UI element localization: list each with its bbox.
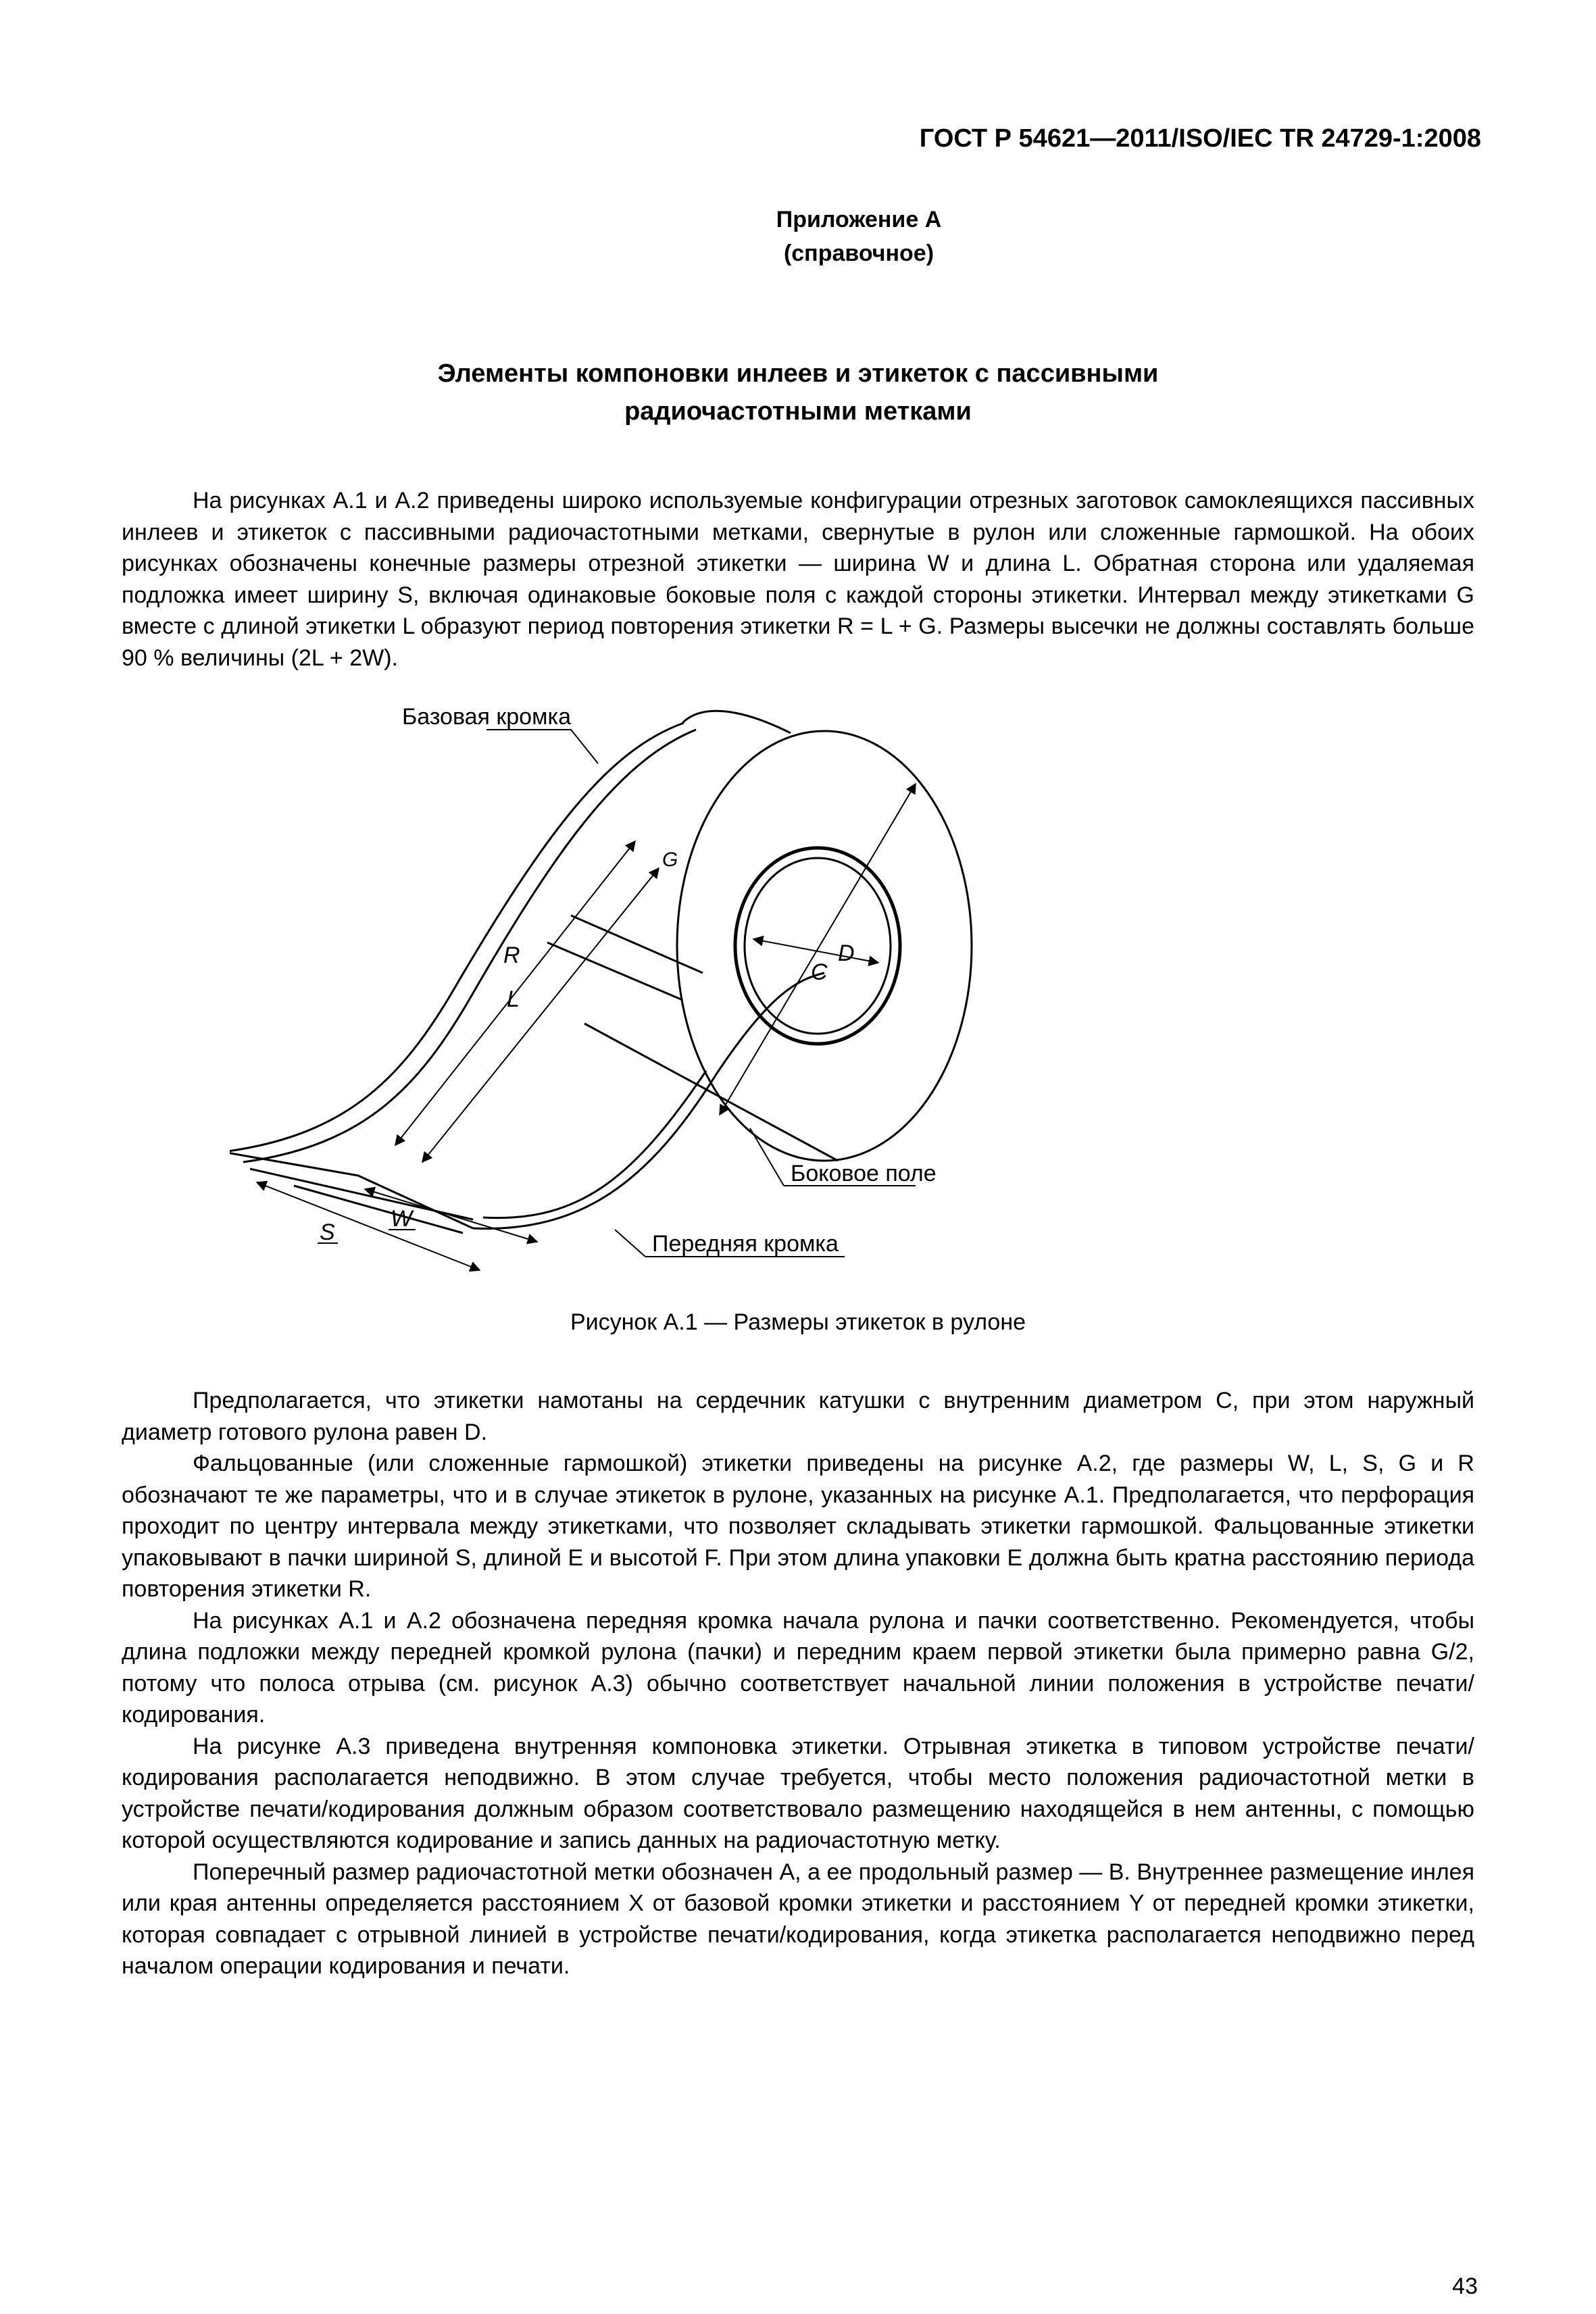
paragraph-5: Поперечный размер радиочастотной метки обозначен A, а ее продольный размер — B. Внутреннее размещение инлея или края антенны определяется расстоянием X от базовой кромки этикетки и расстоянием Y от передней кромки этикетки, которая совпадает с отрывной линией в устройстве печати/кодирования, когда этикетка располагается неподвижно перед началом операции кодирования и печати. — [122, 1859, 1474, 1979]
appendix-label: Приложение А — [776, 207, 942, 232]
appendix-type: (справочное) — [783, 241, 934, 266]
document-header: ГОСТ Р 54621—2011/ISO/IEC TR 24729-1:2008 — [919, 124, 1481, 153]
leader-base-edge — [487, 730, 598, 763]
label-R: R — [503, 942, 520, 968]
label-D: D — [838, 940, 855, 966]
paragraph-4: На рисунке А.3 приведена внутренняя компоновка этикетки. Отрывная этикетка в типовом устройстве печати/кодирования располагается неподвижно. В этом случае требуется, чтобы место положения радиочастотной метки в устройстве печати/кодирования должным образом соответствовало размещению находящейся в нем антенны, с помощью которой осуществляются кодирование и запись данных на радиочастотную метку. — [122, 1733, 1474, 1853]
roll-outer-ellipse — [677, 731, 972, 1161]
label-G: G — [662, 849, 678, 871]
label-L: L — [507, 986, 520, 1012]
leader-leading-edge-diag — [615, 1230, 645, 1257]
section-title — [0, 355, 1596, 430]
paragraph-2: Фальцованные (или сложенные гармошкой) этикетки приведены на рисунке А.2, где размеры W, L, S, G и R обозначают те же параметры, что и в случае этикеток в рулоне, указанных на рисунке А.1. Предполагается, что перфорация проходит по центру интервала между этикетками, что позволяет складывать этикетки гармошкой. Фальцованные этикетки упаковывают в пачки шириной S, длиной E и высотой F. При этом длина упаковки E должна быть кратна расстоянию периода повторения этикетки R. — [122, 1451, 1474, 1602]
label-S: S — [320, 1219, 335, 1245]
label-leading-edge: Передняя кромка — [652, 1231, 839, 1257]
paragraph-3: На рисунках А.1 и А.2 обозначена передняя кромка начала рулона и пачки соответственно. Рекомендуется, чтобы длина подложки между передней кромкой рулона (пачки) и передним краем первой этикетки была примерно равна G/2, потому что полоса отрыва (см. рисунок А.3) обычно соответствует начальной линии положения в устройстве печати/кодирования. — [122, 1607, 1474, 1728]
strip-lower-edge-inner — [483, 1071, 706, 1218]
paragraph-1: Предполагается, что этикетки намотаны на сердечник катушки с внутренним диаметром C, при этом наружный диаметр готового рулона равен D. — [122, 1388, 1474, 1445]
body-text — [122, 1385, 1474, 1982]
label-base-edge: Базовая кромка — [401, 704, 571, 730]
label-C: C — [811, 959, 828, 985]
figure-a1 — [230, 696, 1014, 1284]
page-number: 43 — [1452, 2273, 1478, 2299]
strip-leading-edge — [230, 1152, 473, 1228]
section-title-line-1: Элементы компоновки инлеев и этикеток с пассивными — [437, 359, 1159, 388]
label-gap-line-2 — [547, 942, 682, 1000]
figure-caption: Рисунок А.1 — Размеры этикеток в рулоне — [570, 1309, 1026, 1335]
label-side-margin: Боковое поле — [791, 1161, 937, 1186]
intro-paragraph: На рисунках А.1 и А.2 приведены широко используемые конфигурации отрезных заготовок самоклеящихся пассивных инлеев и этикеток с пассивными радиочастотными метками, свернутые в рулон или сложенные гармошкой. На обоих рисунках обозначены конечные размеры отрезной этикетки — ширина W и длина L. Обратная сторона или удаляемая подложка имеет ширину S, включая одинаковые боковые поля с каждой стороны этикетки. Интервал между этикетками G вместе с длиной этикетки L образуют период повторения этикетки R = L + G. Размеры высечки не должны составлять больше 90 % величины (2L + 2W). — [122, 488, 1474, 671]
section-title-line-2: радиочастотными метками — [624, 397, 972, 426]
roll-diagram — [230, 696, 1014, 1284]
roll-top-edge — [682, 711, 791, 733]
appendix-heading — [0, 203, 1596, 270]
strip-edge-inner — [243, 730, 696, 1162]
dimension-L — [422, 868, 659, 1162]
label-W: W — [391, 1206, 413, 1232]
